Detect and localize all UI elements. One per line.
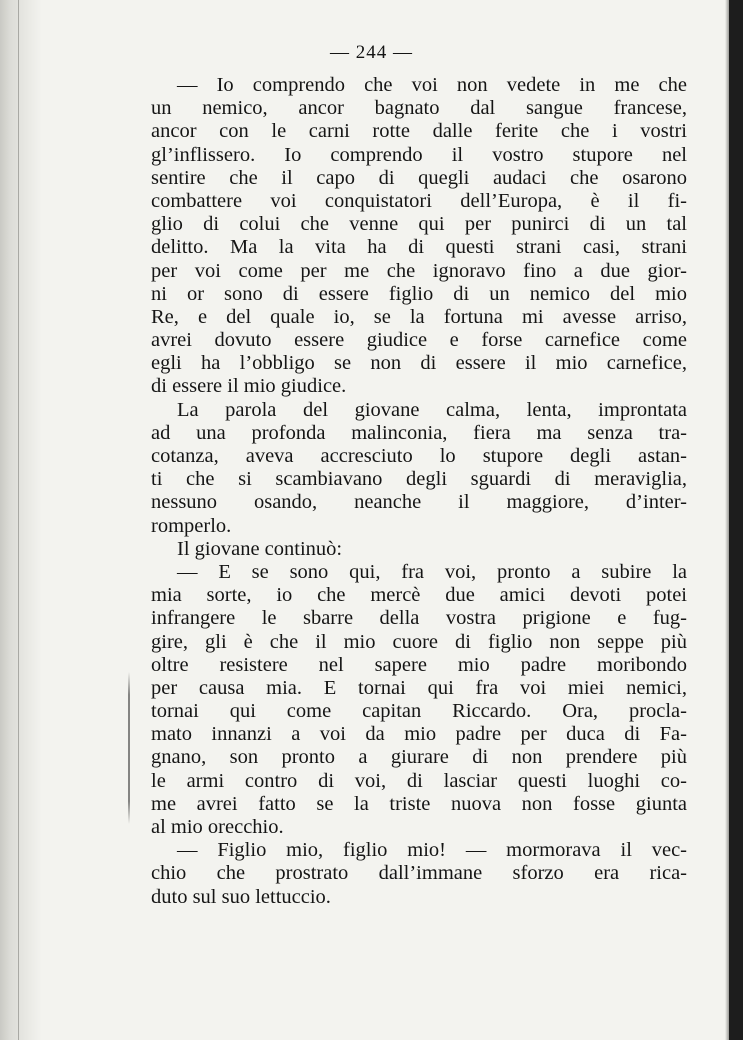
text-line: un nemico, ancor bagnato dal sangue francese, xyxy=(151,97,687,120)
text-line: oltre resistere nel sapere mio padre moribondo xyxy=(151,653,687,676)
text-line: ti che si scambiavano degli sguardi di meraviglia, xyxy=(151,468,687,491)
text-line: — Io comprendo che voi non vedete in me che xyxy=(177,74,687,96)
page-number: — 244 — xyxy=(330,42,413,63)
text-line: egli ha l’obbligo se non di essere il mio carnefice, xyxy=(151,352,687,375)
text-line: al mio orecchio. xyxy=(151,816,284,838)
text-line: chio che prostrato dall’immane sforzo era rica- xyxy=(151,862,687,885)
text-line: ni or sono di essere figlio di un nemico del mio xyxy=(151,282,687,305)
text-line: mia sorte, io che mercè due amici devoti potei xyxy=(151,584,687,607)
text-line: gnano, son pronto a giurare di non prendere più xyxy=(151,746,687,769)
text-line: per voi come per me che ignoravo fino a due gior- xyxy=(151,259,687,282)
gutter-rule xyxy=(18,0,19,1040)
text-line: avrei dovuto essere giudice e forse carnefice come xyxy=(151,329,687,352)
text-line: combattere voi conquistatori dell’Europa, è il fi- xyxy=(151,189,687,212)
text-line: glio di colui che venne qui per punirci di un tal xyxy=(151,213,687,236)
text-line: La parola del giovane calma, lenta, improntata xyxy=(177,398,687,421)
text-line: tornai qui come capitan Riccardo. Ora, procla- xyxy=(151,700,687,723)
text-line: infrangere le sbarre della vostra prigione e fug- xyxy=(151,607,687,630)
text-line: sentire che il capo di quegli audaci che osarono xyxy=(151,166,687,189)
text-line: le armi contro di voi, di lasciar questi luoghi co- xyxy=(151,769,687,792)
text-line: delitto. Ma la vita ha di questi strani casi, strani xyxy=(151,236,687,259)
margin-pencil-mark xyxy=(128,672,130,824)
text-line: gire, gli è che il mio cuore di figlio non seppe più xyxy=(151,630,687,653)
text-line: Il giovane continuò: xyxy=(177,537,343,560)
text-line: me avrei fatto se la triste nuova non fosse giunta xyxy=(151,792,687,815)
text-line: ad una profonda malinconia, fiera ma senza tra- xyxy=(151,421,687,444)
text-line: gl’inflissero. Io comprendo il vostro stupore nel xyxy=(151,143,687,166)
text-line: cotanza, aveva accresciuto lo stupore degli astan- xyxy=(151,445,687,467)
text-line: Re, e del quale io, se la fortuna mi avesse arriso, xyxy=(151,305,687,328)
text-line: mato innanzi a voi da mio padre per duca di Fa- xyxy=(151,723,687,746)
text-line: — Figlio mio, figlio mio! — mormorava il vec- xyxy=(177,839,687,862)
text-line: duto sul suo lettuccio. xyxy=(151,885,331,908)
text-line: per causa mia. E tornai qui fra voi miei nemici, xyxy=(151,676,687,699)
text-line: ancor con le carni rotte dalle ferite che i vostri xyxy=(151,120,687,143)
right-page-edge xyxy=(729,0,743,1040)
text-line: romperlo. xyxy=(151,514,232,537)
body-text xyxy=(151,74,687,909)
text-line: nessuno osando, neanche il maggiore, d’inter- xyxy=(151,491,687,514)
page-gutter-shadow xyxy=(0,0,42,1040)
text-line: di essere il mio giudice. xyxy=(151,375,347,398)
text-line: — E se sono qui, fra voi, pronto a subire la xyxy=(177,560,687,583)
